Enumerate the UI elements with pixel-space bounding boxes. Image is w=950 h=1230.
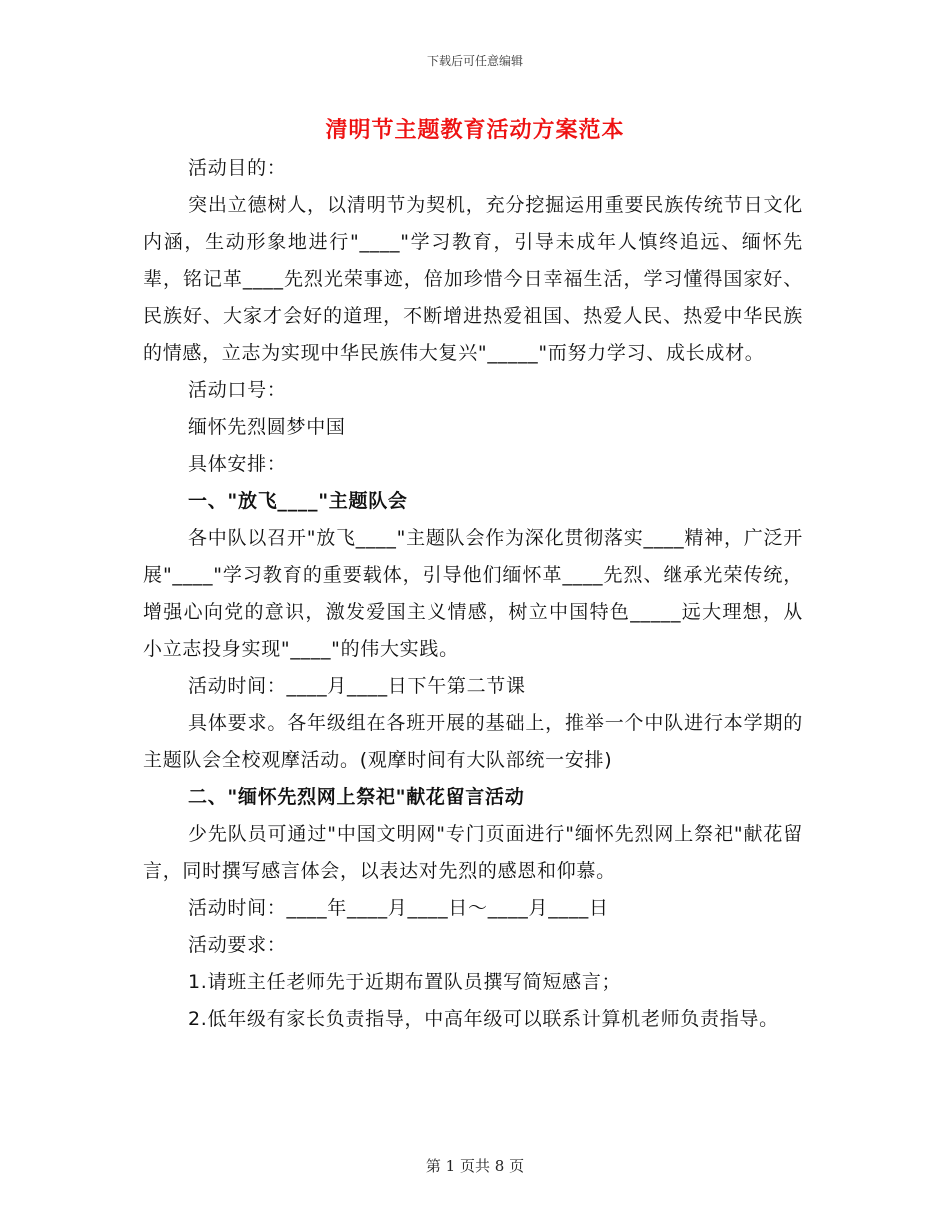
section-heading-1: 一、"放飞____"主题队会 [188,490,408,512]
paragraph-section-2-body: 少先队员可通过"中国文明网"专门页面进行"缅怀先烈网上祭祀"献花留言，同时撰写感言体会，以表达对先烈的感恩和仰慕。 [143,823,803,882]
paragraph-purpose-body: 突出立德树人，以清明节为契机，充分挖掘运用重要民族传统节日文化内涵，生动形象地进行"____"学习教育，引导未成年人慎终追远、缅怀先辈，铭记革____先烈光荣事迹，倍加珍惜今日幸福生活，学习懂得国家好、民族好、大家才会好的道理，不断增进热爱祖国、热爱人民、热爱中华民族的情感，立志为实现中华民族伟大复兴"_____"而努力学习、成长成材。 [143,194,803,364]
paragraph-arrangement-heading: 具体安排： [188,453,287,475]
document-body [143,150,803,1038]
paragraph-section-1-body: 各中队以召开"放飞____"主题队会作为深化贯彻落实____精神，广泛开展"____"学习教育的重要载体，引导他们缅怀革____先烈、继承光荣传统，增强心向党的意识，激发爱国主义情感，树立中国特色_____远大理想，从小立志投身实现"____"的伟大实践。 [143,527,803,660]
paragraph-slogan: 缅怀先烈圆梦中国 [188,416,346,438]
document-title: 清明节主题教育活动方案范本 [325,117,625,143]
header-note: 下载后可任意编辑 [426,54,523,68]
page-footer: 第 1 页共 8 页 [425,1157,525,1175]
section-heading-2: 二、"缅怀先烈网上祭祀"献花留言活动 [188,786,525,808]
paragraph-requirement-2: 2.低年级有家长负责指导，中高年级可以联系计算机老师负责指导。 [188,1008,779,1030]
paragraph-section-2-requirement-heading: 活动要求： [188,934,287,956]
paragraph-purpose-heading: 活动目的： [188,157,287,179]
paragraph-section-1-time: 活动时间：____月____日下午第二节课 [188,675,526,697]
paragraph-section-2-time: 活动时间：____年____月____日～____月____日 [188,897,609,919]
paragraph-slogan-heading: 活动口号： [188,379,287,401]
paragraph-requirement-1: 1.请班主任老师先于近期布置队员撰写简短感言； [188,971,622,993]
paragraph-section-1-requirement: 具体要求。各年级组在各班开展的基础上，推举一个中队进行本学期的主题队会全校观摩活动。(观摩时间有大队部统一安排) [143,712,803,771]
